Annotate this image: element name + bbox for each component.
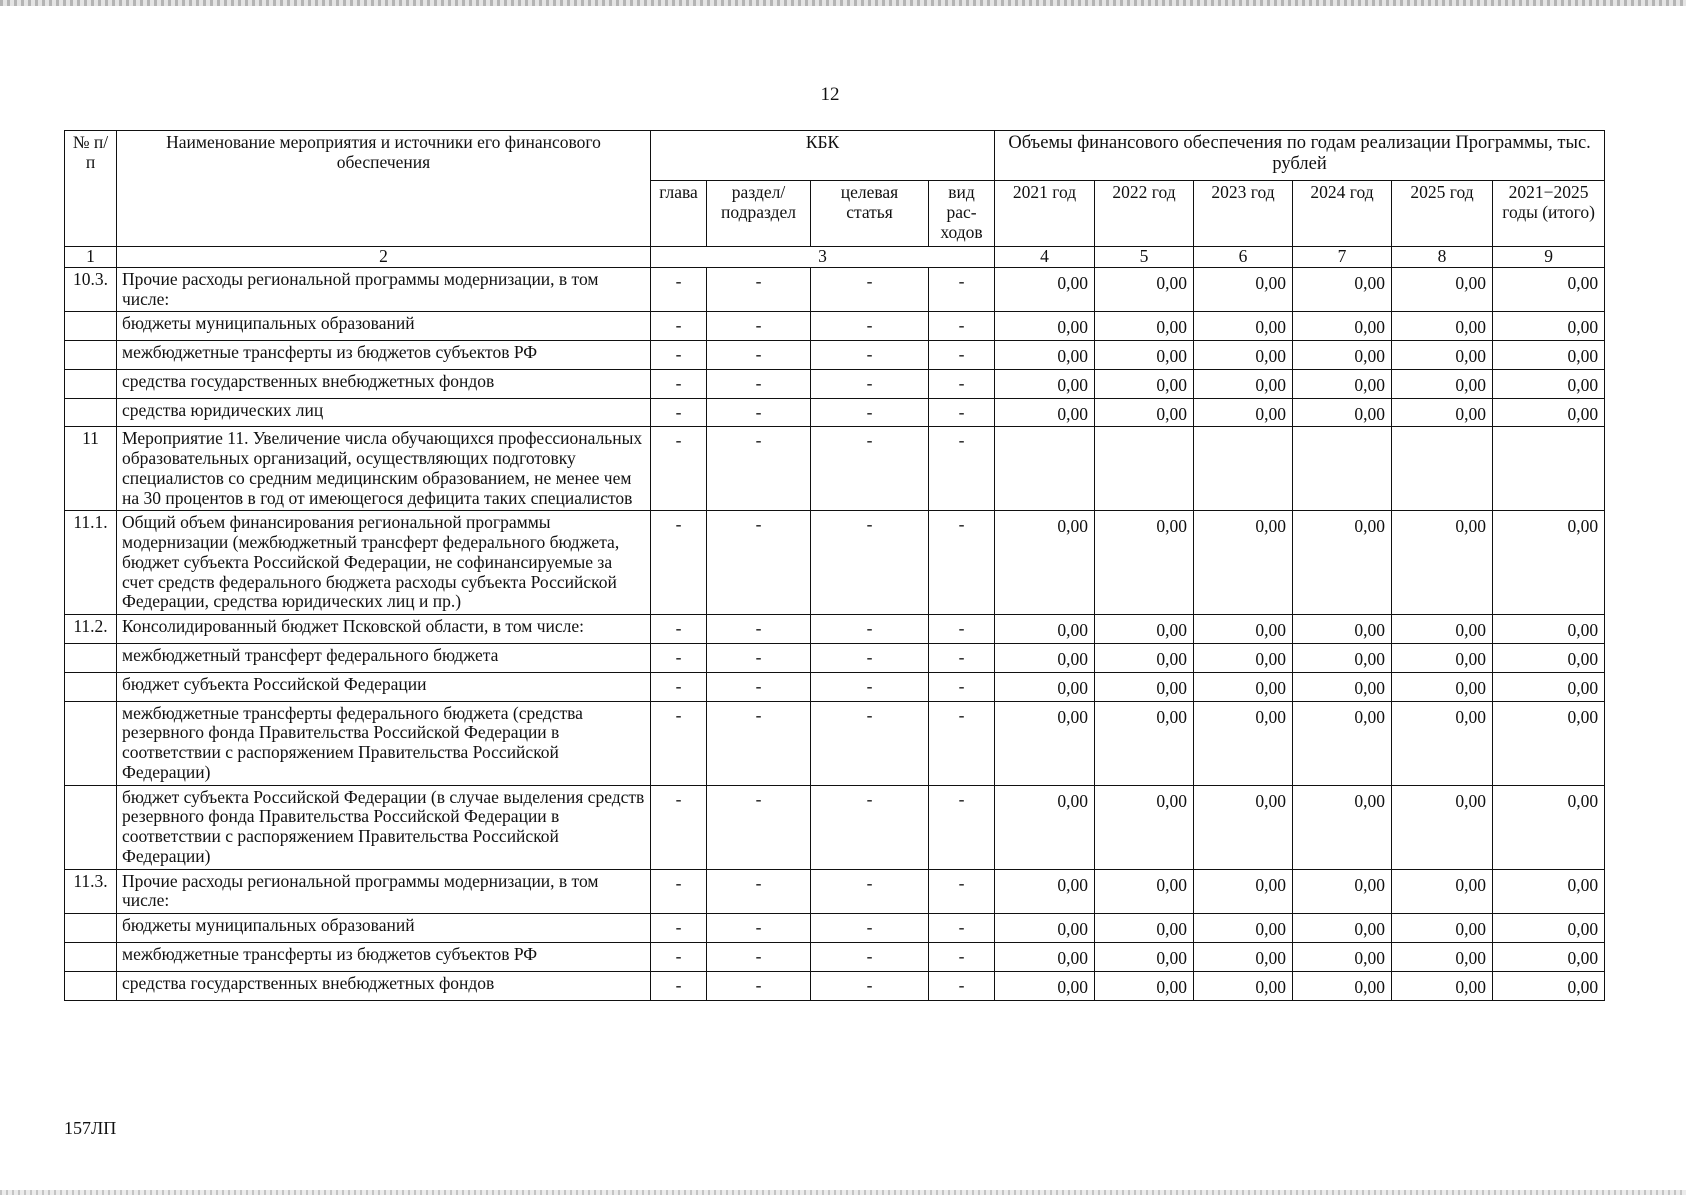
value-2024-cell: 0,00 [1293, 869, 1392, 914]
row-number-cell [65, 942, 117, 971]
table-body [65, 267, 1605, 1000]
value-2025-cell: 0,00 [1392, 369, 1493, 398]
value-2023-cell: 0,00 [1194, 672, 1293, 701]
row-name-cell: Прочие расходы региональной программы модернизации, в том числе: [117, 869, 651, 914]
value-total-cell: 0,00 [1493, 369, 1605, 398]
kbk-celevaya-cell: - [811, 672, 929, 701]
column-number: 1 [65, 247, 117, 268]
kbk-glava-cell: - [651, 701, 707, 785]
value-2023-cell: 0,00 [1194, 615, 1293, 644]
value-2025-cell: 0,00 [1392, 942, 1493, 971]
header-kbk: КБК [651, 131, 995, 181]
kbk-glava-cell: - [651, 869, 707, 914]
table-header [65, 131, 1605, 268]
kbk-vid-cell: - [929, 971, 995, 1000]
value-2021-cell: 0,00 [995, 942, 1095, 971]
table-row [65, 427, 1605, 511]
kbk-razdel-cell: - [707, 869, 811, 914]
value-2021-cell: 0,00 [995, 785, 1095, 869]
value-2021-cell [995, 427, 1095, 511]
row-number-cell [65, 971, 117, 1000]
kbk-glava-cell: - [651, 369, 707, 398]
row-number-cell: 10.3. [65, 267, 117, 312]
value-total-cell: 0,00 [1493, 511, 1605, 615]
value-2025-cell: 0,00 [1392, 644, 1493, 673]
value-2022-cell: 0,00 [1095, 914, 1194, 943]
value-total-cell: 0,00 [1493, 701, 1605, 785]
row-name-cell: межбюджетные трансферты из бюджетов субъектов РФ [117, 341, 651, 370]
kbk-glava-cell: - [651, 644, 707, 673]
value-2021-cell: 0,00 [995, 312, 1095, 341]
table-row [65, 511, 1605, 615]
kbk-celevaya-cell: - [811, 785, 929, 869]
value-2022-cell: 0,00 [1095, 267, 1194, 312]
kbk-glava-cell: - [651, 942, 707, 971]
table-row [65, 971, 1605, 1000]
value-2024-cell: 0,00 [1293, 615, 1392, 644]
kbk-razdel-cell: - [707, 341, 811, 370]
kbk-celevaya-cell: - [811, 615, 929, 644]
value-total-cell [1493, 427, 1605, 511]
row-name-cell: межбюджетные трансферты федерального бюджета (средства резервного фонда Правительства Российской Федерации в соответствии с распоряжением Правительства Российской Федерации) [117, 701, 651, 785]
row-name-cell: средства государственных внебюджетных фондов [117, 369, 651, 398]
row-number-cell [65, 701, 117, 785]
kbk-vid-cell: - [929, 869, 995, 914]
value-2022-cell: 0,00 [1095, 672, 1194, 701]
table-row [65, 644, 1605, 673]
value-2021-cell: 0,00 [995, 398, 1095, 427]
kbk-razdel-cell: - [707, 672, 811, 701]
value-2025-cell: 0,00 [1392, 869, 1493, 914]
value-2024-cell: 0,00 [1293, 672, 1392, 701]
kbk-razdel-cell: - [707, 615, 811, 644]
kbk-razdel-cell: - [707, 785, 811, 869]
column-number: 2 [117, 247, 651, 268]
table-row [65, 785, 1605, 869]
header-kbk-celevaya: целевая статья [811, 181, 929, 247]
value-2024-cell: 0,00 [1293, 398, 1392, 427]
row-number-cell [65, 398, 117, 427]
value-2023-cell: 0,00 [1194, 312, 1293, 341]
table-row [65, 369, 1605, 398]
row-name-cell: Консолидированный бюджет Псковской области, в том числе: [117, 615, 651, 644]
value-2021-cell: 0,00 [995, 869, 1095, 914]
row-name-cell: Прочие расходы региональной программы модернизации, в том числе: [117, 267, 651, 312]
table-row [65, 615, 1605, 644]
kbk-celevaya-cell: - [811, 427, 929, 511]
kbk-celevaya-cell: - [811, 701, 929, 785]
kbk-glava-cell: - [651, 971, 707, 1000]
row-number-cell: 11.1. [65, 511, 117, 615]
table-row [65, 914, 1605, 943]
value-2022-cell [1095, 427, 1194, 511]
row-name-cell: бюджеты муниципальных образований [117, 914, 651, 943]
value-2025-cell: 0,00 [1392, 267, 1493, 312]
value-total-cell: 0,00 [1493, 971, 1605, 1000]
value-2025-cell: 0,00 [1392, 511, 1493, 615]
kbk-celevaya-cell: - [811, 869, 929, 914]
kbk-razdel-cell: - [707, 511, 811, 615]
column-number: 7 [1293, 247, 1392, 268]
scan-edge-top [0, 0, 1686, 6]
kbk-razdel-cell: - [707, 971, 811, 1000]
value-2023-cell: 0,00 [1194, 398, 1293, 427]
row-name-cell: средства юридических лиц [117, 398, 651, 427]
kbk-celevaya-cell: - [811, 398, 929, 427]
kbk-celevaya-cell: - [811, 511, 929, 615]
header-year-2024: 2024 год [1293, 181, 1392, 247]
value-2024-cell: 0,00 [1293, 785, 1392, 869]
row-name-cell: межбюджетные трансферты из бюджетов субъектов РФ [117, 942, 651, 971]
column-number: 5 [1095, 247, 1194, 268]
row-name-cell: бюджет субъекта Российской Федерации [117, 672, 651, 701]
kbk-vid-cell: - [929, 312, 995, 341]
value-total-cell: 0,00 [1493, 869, 1605, 914]
kbk-glava-cell: - [651, 341, 707, 370]
table-row [65, 672, 1605, 701]
value-2021-cell: 0,00 [995, 672, 1095, 701]
value-2023-cell: 0,00 [1194, 869, 1293, 914]
kbk-razdel-cell: - [707, 398, 811, 427]
kbk-razdel-cell: - [707, 312, 811, 341]
value-2025-cell: 0,00 [1392, 341, 1493, 370]
row-name-cell: средства государственных внебюджетных фондов [117, 971, 651, 1000]
kbk-vid-cell: - [929, 701, 995, 785]
header-year-2021: 2021 год [995, 181, 1095, 247]
row-name-cell: бюджет субъекта Российской Федерации (в случае выделения средств резервного фонда Правительства Российской Федерации в соответствии с распоряжением Правительства Российской Федерации) [117, 785, 651, 869]
kbk-razdel-cell: - [707, 644, 811, 673]
kbk-vid-cell: - [929, 341, 995, 370]
column-number: 3 [651, 247, 995, 268]
kbk-celevaya-cell: - [811, 644, 929, 673]
kbk-celevaya-cell: - [811, 267, 929, 312]
kbk-vid-cell: - [929, 672, 995, 701]
value-2022-cell: 0,00 [1095, 369, 1194, 398]
value-2025-cell [1392, 427, 1493, 511]
value-2024-cell: 0,00 [1293, 511, 1392, 615]
value-2022-cell: 0,00 [1095, 869, 1194, 914]
kbk-vid-cell: - [929, 427, 995, 511]
table-row [65, 341, 1605, 370]
row-number-cell [65, 672, 117, 701]
value-2022-cell: 0,00 [1095, 615, 1194, 644]
value-total-cell: 0,00 [1493, 312, 1605, 341]
table-row [65, 312, 1605, 341]
value-2023-cell [1194, 427, 1293, 511]
value-total-cell: 0,00 [1493, 785, 1605, 869]
kbk-celevaya-cell: - [811, 369, 929, 398]
row-number-cell: 11 [65, 427, 117, 511]
value-2025-cell: 0,00 [1392, 914, 1493, 943]
kbk-glava-cell: - [651, 785, 707, 869]
row-number-cell: 11.2. [65, 615, 117, 644]
kbk-razdel-cell: - [707, 701, 811, 785]
value-2024-cell: 0,00 [1293, 369, 1392, 398]
value-2023-cell: 0,00 [1194, 369, 1293, 398]
kbk-glava-cell: - [651, 672, 707, 701]
header-kbk-vid: вид рас-ходов [929, 181, 995, 247]
row-number-cell [65, 785, 117, 869]
row-name-cell: межбюджетный трансферт федерального бюджета [117, 644, 651, 673]
footer-code: 157ЛП [64, 1118, 117, 1138]
kbk-vid-cell: - [929, 369, 995, 398]
value-2024-cell: 0,00 [1293, 267, 1392, 312]
value-2023-cell: 0,00 [1194, 267, 1293, 312]
row-number-cell [65, 369, 117, 398]
value-2025-cell: 0,00 [1392, 701, 1493, 785]
kbk-vid-cell: - [929, 644, 995, 673]
kbk-vid-cell: - [929, 615, 995, 644]
value-2024-cell: 0,00 [1293, 701, 1392, 785]
kbk-vid-cell: - [929, 398, 995, 427]
table-row [65, 701, 1605, 785]
value-2021-cell: 0,00 [995, 914, 1095, 943]
kbk-vid-cell: - [929, 785, 995, 869]
kbk-glava-cell: - [651, 914, 707, 943]
kbk-celevaya-cell: - [811, 341, 929, 370]
value-2025-cell: 0,00 [1392, 971, 1493, 1000]
value-2024-cell: 0,00 [1293, 914, 1392, 943]
kbk-razdel-cell: - [707, 942, 811, 971]
value-2021-cell: 0,00 [995, 341, 1095, 370]
header-year-total: 2021−2025 годы (итого) [1493, 181, 1605, 247]
table-row [65, 869, 1605, 914]
value-total-cell: 0,00 [1493, 398, 1605, 427]
value-2021-cell: 0,00 [995, 511, 1095, 615]
header-kbk-razdel: раздел/ подраздел [707, 181, 811, 247]
value-2022-cell: 0,00 [1095, 398, 1194, 427]
column-number-row [65, 247, 1605, 268]
kbk-razdel-cell: - [707, 267, 811, 312]
value-2023-cell: 0,00 [1194, 341, 1293, 370]
kbk-glava-cell: - [651, 267, 707, 312]
kbk-glava-cell: - [651, 427, 707, 511]
value-2025-cell: 0,00 [1392, 672, 1493, 701]
value-2022-cell: 0,00 [1095, 942, 1194, 971]
value-2021-cell: 0,00 [995, 267, 1095, 312]
value-total-cell: 0,00 [1493, 942, 1605, 971]
value-2023-cell: 0,00 [1194, 785, 1293, 869]
kbk-vid-cell: - [929, 942, 995, 971]
kbk-razdel-cell: - [707, 427, 811, 511]
value-2023-cell: 0,00 [1194, 511, 1293, 615]
kbk-vid-cell: - [929, 267, 995, 312]
header-year-2022: 2022 год [1095, 181, 1194, 247]
value-total-cell: 0,00 [1493, 267, 1605, 312]
kbk-glava-cell: - [651, 615, 707, 644]
value-2025-cell: 0,00 [1392, 312, 1493, 341]
row-name-cell: бюджеты муниципальных образований [117, 312, 651, 341]
kbk-celevaya-cell: - [811, 942, 929, 971]
row-name-cell: Общий объем финансирования региональной программы модернизации (межбюджетный трансферт федерального бюджета, бюджет субъекта Российской Федерации, не софинансируемые за счет средств федерального бюджета расходы субъекта Российской Федерации, средства юридических лиц и пр.) [117, 511, 651, 615]
table-row [65, 942, 1605, 971]
kbk-celevaya-cell: - [811, 914, 929, 943]
value-2022-cell: 0,00 [1095, 971, 1194, 1000]
value-2022-cell: 0,00 [1095, 511, 1194, 615]
kbk-razdel-cell: - [707, 914, 811, 943]
value-2024-cell: 0,00 [1293, 644, 1392, 673]
header-col-name: Наименование мероприятия и источники его финансового обеспечения [117, 131, 651, 247]
value-2022-cell: 0,00 [1095, 341, 1194, 370]
row-name-cell: Мероприятие 11. Увеличение числа обучающихся профессиональных образовательных организаций, осуществляющих подготовку специалистов со средним медицинским образованием, не менее чем на 30 процентов в год от имеющегося дефицита таких специалистов [117, 427, 651, 511]
value-total-cell: 0,00 [1493, 672, 1605, 701]
kbk-celevaya-cell: - [811, 312, 929, 341]
value-2024-cell: 0,00 [1293, 312, 1392, 341]
kbk-glava-cell: - [651, 511, 707, 615]
value-2024-cell: 0,00 [1293, 971, 1392, 1000]
value-2025-cell: 0,00 [1392, 785, 1493, 869]
value-2023-cell: 0,00 [1194, 644, 1293, 673]
value-2022-cell: 0,00 [1095, 644, 1194, 673]
header-year-2025: 2025 год [1392, 181, 1493, 247]
column-number: 9 [1493, 247, 1605, 268]
header-col-number: № п/п [65, 131, 117, 247]
table-row [65, 267, 1605, 312]
value-total-cell: 0,00 [1493, 644, 1605, 673]
value-2021-cell: 0,00 [995, 369, 1095, 398]
value-2024-cell [1293, 427, 1392, 511]
row-number-cell [65, 644, 117, 673]
value-2022-cell: 0,00 [1095, 701, 1194, 785]
kbk-razdel-cell: - [707, 369, 811, 398]
header-kbk-glava: глава [651, 181, 707, 247]
column-number: 8 [1392, 247, 1493, 268]
value-2021-cell: 0,00 [995, 615, 1095, 644]
header-year-2023: 2023 год [1194, 181, 1293, 247]
value-2021-cell: 0,00 [995, 971, 1095, 1000]
value-2023-cell: 0,00 [1194, 942, 1293, 971]
header-volumes: Объемы финансового обеспечения по годам реализации Программы, тыс. рублей [995, 131, 1605, 181]
scan-edge-bottom [0, 1190, 1686, 1195]
value-2025-cell: 0,00 [1392, 398, 1493, 427]
table-row [65, 398, 1605, 427]
kbk-glava-cell: - [651, 312, 707, 341]
value-2022-cell: 0,00 [1095, 312, 1194, 341]
value-2025-cell: 0,00 [1392, 615, 1493, 644]
financing-table [64, 130, 1605, 1001]
column-number: 6 [1194, 247, 1293, 268]
value-2022-cell: 0,00 [1095, 785, 1194, 869]
value-2023-cell: 0,00 [1194, 971, 1293, 1000]
value-2021-cell: 0,00 [995, 701, 1095, 785]
kbk-celevaya-cell: - [811, 971, 929, 1000]
value-total-cell: 0,00 [1493, 341, 1605, 370]
kbk-vid-cell: - [929, 511, 995, 615]
value-total-cell: 0,00 [1493, 914, 1605, 943]
row-number-cell [65, 312, 117, 341]
page-number: 12 [820, 84, 840, 105]
value-2024-cell: 0,00 [1293, 341, 1392, 370]
value-2023-cell: 0,00 [1194, 914, 1293, 943]
value-2023-cell: 0,00 [1194, 701, 1293, 785]
kbk-glava-cell: - [651, 398, 707, 427]
kbk-vid-cell: - [929, 914, 995, 943]
row-number-cell [65, 914, 117, 943]
row-number-cell [65, 341, 117, 370]
row-number-cell: 11.3. [65, 869, 117, 914]
value-2021-cell: 0,00 [995, 644, 1095, 673]
value-total-cell: 0,00 [1493, 615, 1605, 644]
column-number: 4 [995, 247, 1095, 268]
value-2024-cell: 0,00 [1293, 942, 1392, 971]
